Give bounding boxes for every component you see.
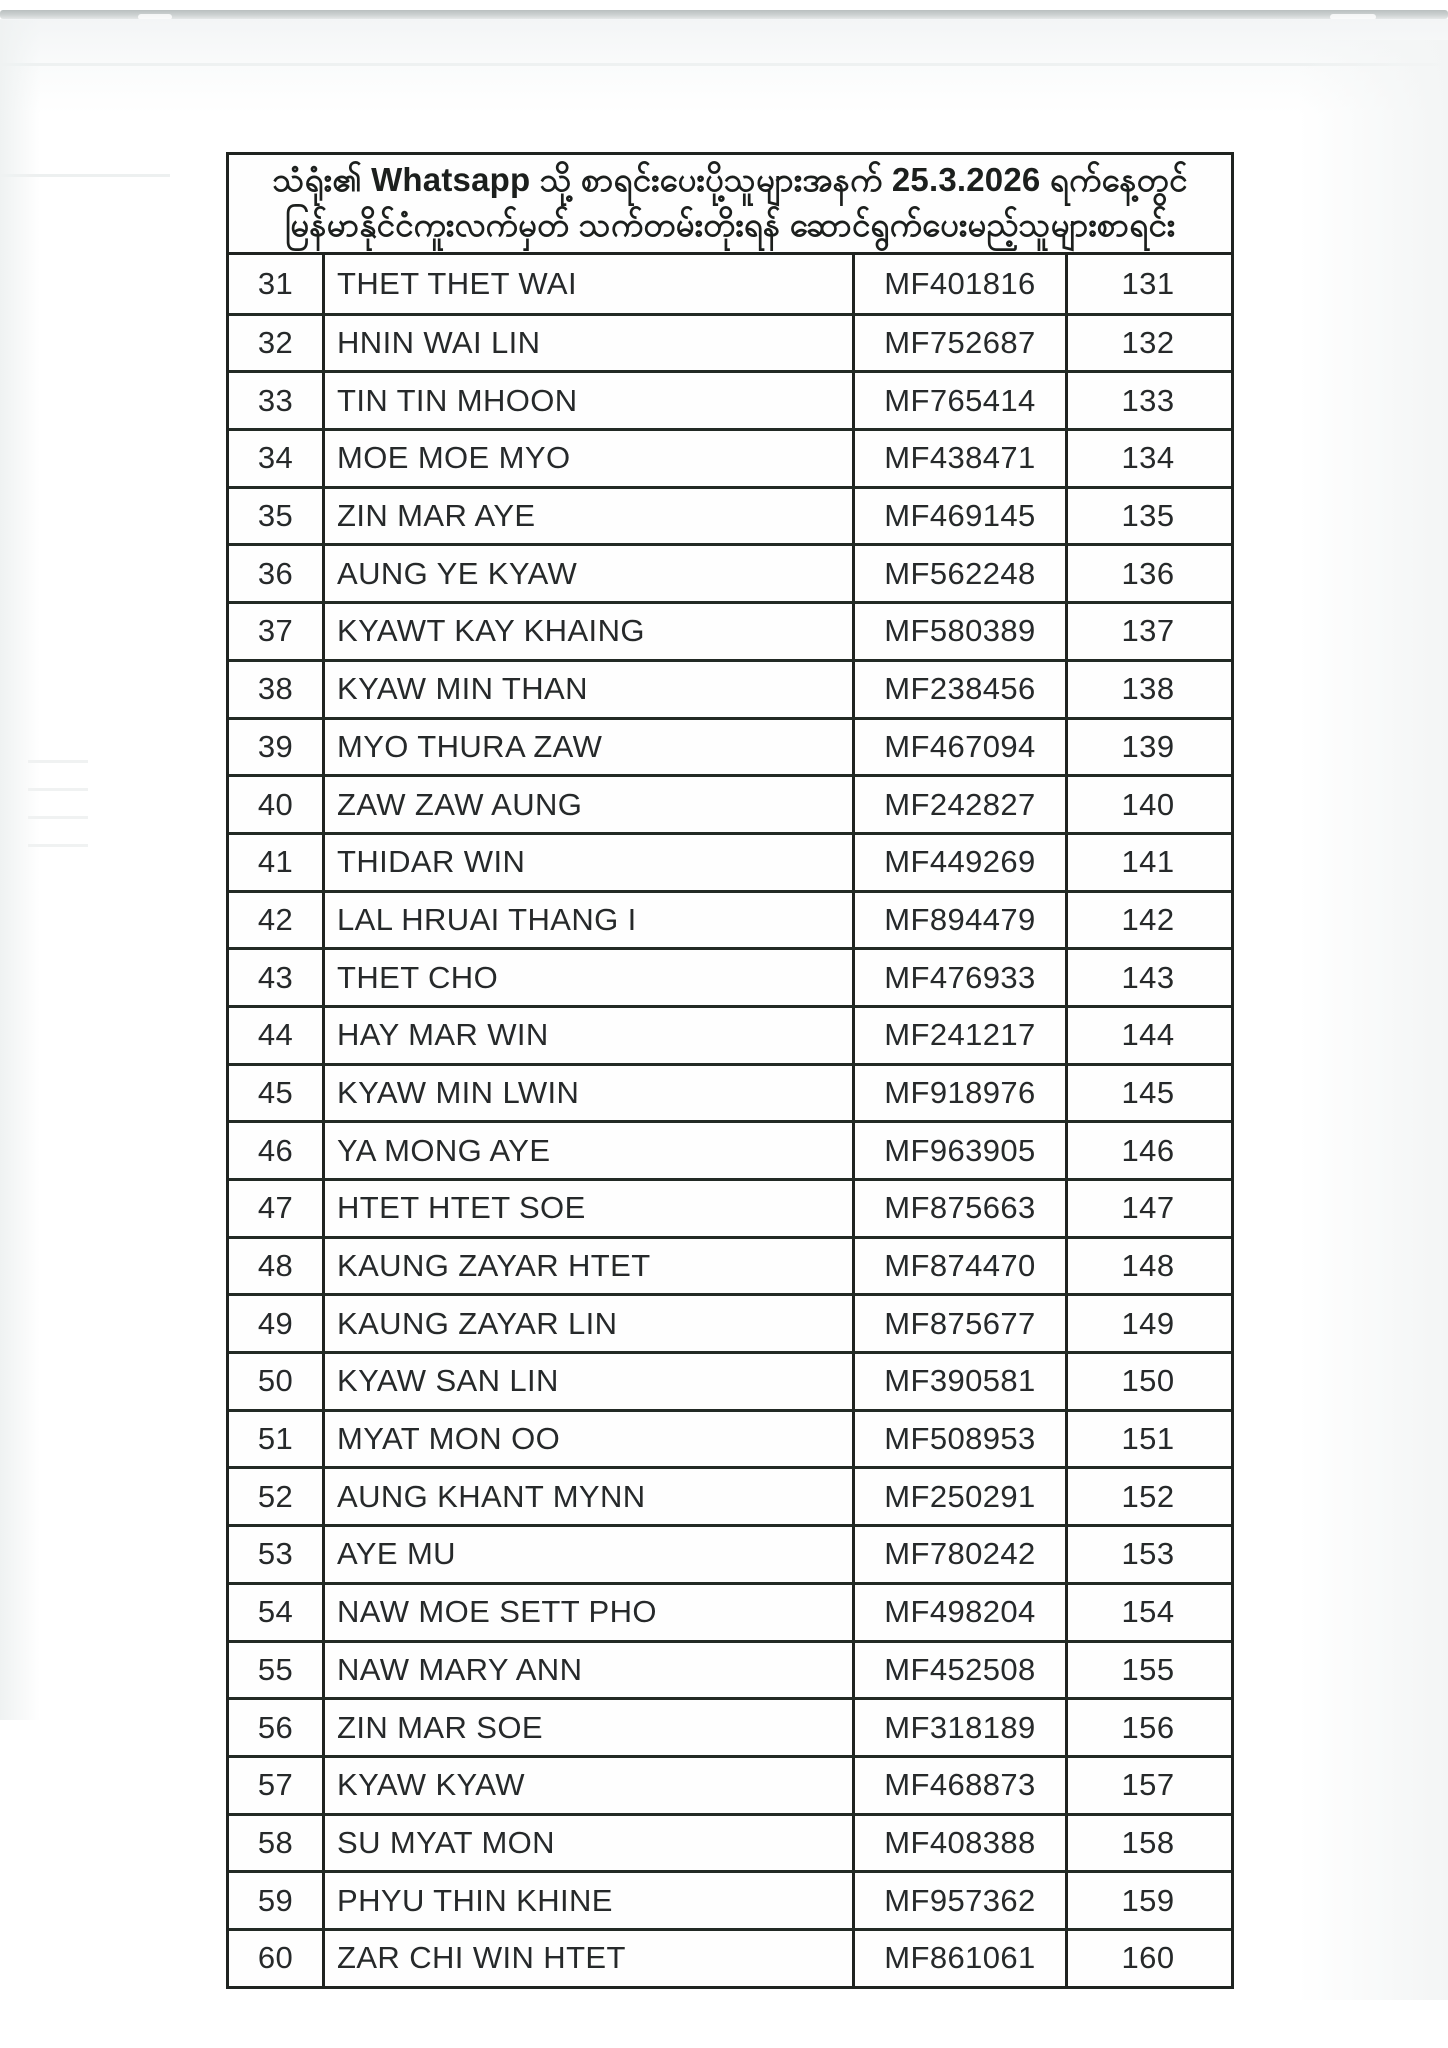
- sequence-number-cell: 145: [1121, 1074, 1175, 1110]
- name-cell: KYAWT KAY KHAING: [325, 604, 855, 659]
- row-number-cell: 55: [229, 1643, 325, 1698]
- row-number-cell: 45: [229, 1066, 325, 1121]
- row-number-cell: 34: [229, 431, 325, 486]
- sequence-number-cell: 133: [1121, 382, 1175, 418]
- name-cell: HAY MAR WIN: [325, 1008, 855, 1063]
- scan-artifact-smudge: [28, 760, 88, 850]
- sequence-number-cell: 152: [1121, 1478, 1175, 1514]
- table-row: [229, 370, 1231, 428]
- row-number-cell: 47: [229, 1181, 325, 1236]
- sequence-number-cell: 137: [1121, 613, 1175, 649]
- passport-number-cell: MF467094: [855, 720, 1068, 775]
- sequence-number-cell: 154: [1121, 1594, 1175, 1630]
- table-row: [229, 774, 1231, 832]
- row-number-cell: 38: [229, 662, 325, 717]
- row-number-cell: 39: [229, 720, 325, 775]
- passport-number-cell: MF468873: [855, 1758, 1068, 1813]
- row-number-cell: 52: [229, 1469, 325, 1524]
- row-number-cell: 50: [229, 1354, 325, 1409]
- sequence-number-cell: 141: [1121, 844, 1175, 880]
- table-row: [229, 659, 1231, 717]
- table-row: [229, 1524, 1231, 1582]
- name-cell: MYAT MON OO: [325, 1412, 855, 1467]
- passport-number-cell: MF242827: [855, 777, 1068, 832]
- name-cell: THIDAR WIN: [325, 835, 855, 890]
- row-number-cell: 42: [229, 893, 325, 948]
- name-cell: KAUNG ZAYAR HTET: [325, 1239, 855, 1294]
- table-row: [229, 1409, 1231, 1467]
- passport-number-cell: MF498204: [855, 1585, 1068, 1640]
- row-number-cell: 44: [229, 1008, 325, 1063]
- row-number-cell: 51: [229, 1412, 325, 1467]
- row-number-cell: 54: [229, 1585, 325, 1640]
- table-row: [229, 1928, 1231, 1986]
- row-number-cell: 40: [229, 777, 325, 832]
- sequence-number-cell: 135: [1121, 498, 1175, 534]
- table-title: [229, 155, 1231, 255]
- row-number-cell: 60: [229, 1931, 325, 1986]
- sequence-number-cell: 155: [1121, 1651, 1175, 1687]
- passport-number-cell: MF963905: [855, 1123, 1068, 1178]
- name-cell: HTET HTET SOE: [325, 1181, 855, 1236]
- row-number-cell: 31: [229, 255, 325, 313]
- passport-number-cell: MF401816: [855, 255, 1068, 313]
- table-row: [229, 1351, 1231, 1409]
- sequence-number-cell: 136: [1121, 555, 1175, 591]
- sequence-number-cell: 149: [1121, 1305, 1175, 1341]
- sequence-number-cell: 159: [1121, 1882, 1175, 1918]
- passport-number-cell: MF918976: [855, 1066, 1068, 1121]
- sequence-number-cell: 147: [1121, 1190, 1175, 1226]
- row-number-cell: 57: [229, 1758, 325, 1813]
- passport-number-cell: MF752687: [855, 316, 1068, 371]
- name-cell: AUNG KHANT MYNN: [325, 1469, 855, 1524]
- sequence-number-cell: 139: [1121, 728, 1175, 764]
- row-number-cell: 56: [229, 1700, 325, 1755]
- name-cell: KYAW MIN LWIN: [325, 1066, 855, 1121]
- name-cell: ZIN MAR SOE: [325, 1700, 855, 1755]
- passport-number-cell: MF861061: [855, 1931, 1068, 1986]
- passport-number-cell: MF452508: [855, 1643, 1068, 1698]
- row-number-cell: 43: [229, 950, 325, 1005]
- table-row: [229, 1120, 1231, 1178]
- passport-number-cell: MF874470: [855, 1239, 1068, 1294]
- passport-number-cell: MF562248: [855, 546, 1068, 601]
- table-row: [229, 1697, 1231, 1755]
- name-cell: MOE MOE MYO: [325, 431, 855, 486]
- table-row: [229, 486, 1231, 544]
- name-cell: TIN TIN MHOON: [325, 373, 855, 428]
- table-body: [229, 255, 1231, 1986]
- name-cell: PHYU THIN KHINE: [325, 1873, 855, 1928]
- sequence-number-cell: 150: [1121, 1363, 1175, 1399]
- scan-artifact-top-bar: [0, 10, 1448, 19]
- scan-artifact-line: [0, 63, 1448, 66]
- table-row: [229, 1005, 1231, 1063]
- passport-number-cell: MF875663: [855, 1181, 1068, 1236]
- table-row: [229, 1063, 1231, 1121]
- table-row: [229, 890, 1231, 948]
- passport-number-cell: MF241217: [855, 1008, 1068, 1063]
- row-number-cell: 49: [229, 1296, 325, 1351]
- passport-number-cell: MF390581: [855, 1354, 1068, 1409]
- passport-number-cell: MF508953: [855, 1412, 1068, 1467]
- passport-number-cell: MF476933: [855, 950, 1068, 1005]
- passport-number-cell: MF469145: [855, 489, 1068, 544]
- name-cell: LAL HRUAI THANG I: [325, 893, 855, 948]
- sequence-number-cell: 156: [1121, 1709, 1175, 1745]
- row-number-cell: 37: [229, 604, 325, 659]
- name-cell: ZAR CHI WIN HTET: [325, 1931, 855, 1986]
- passport-number-cell: MF780242: [855, 1527, 1068, 1582]
- name-cell: KYAW KYAW: [325, 1758, 855, 1813]
- passport-number-cell: MF318189: [855, 1700, 1068, 1755]
- scan-artifact-band: [1298, 40, 1448, 2000]
- sequence-number-cell: 160: [1121, 1940, 1175, 1976]
- passport-number-cell: MF449269: [855, 835, 1068, 890]
- row-number-cell: 48: [229, 1239, 325, 1294]
- passport-number-cell: MF238456: [855, 662, 1068, 717]
- row-number-cell: 36: [229, 546, 325, 601]
- sequence-number-cell: 158: [1121, 1824, 1175, 1860]
- name-cell: THET CHO: [325, 950, 855, 1005]
- sequence-number-cell: 134: [1121, 440, 1175, 476]
- name-cell: KYAW SAN LIN: [325, 1354, 855, 1409]
- table-row: [229, 1466, 1231, 1524]
- name-cell: YA MONG AYE: [325, 1123, 855, 1178]
- name-cell: KAUNG ZAYAR LIN: [325, 1296, 855, 1351]
- scan-artifact-streak: [0, 20, 40, 1720]
- sequence-number-cell: 148: [1121, 1248, 1175, 1284]
- name-cell: SU MYAT MON: [325, 1816, 855, 1871]
- row-number-cell: 41: [229, 835, 325, 890]
- name-cell: NAW MOE SETT PHO: [325, 1585, 855, 1640]
- name-cell: AUNG YE KYAW: [325, 546, 855, 601]
- row-number-cell: 46: [229, 1123, 325, 1178]
- name-cell: KYAW MIN THAN: [325, 662, 855, 717]
- table-row: [229, 543, 1231, 601]
- sequence-number-cell: 132: [1121, 325, 1175, 361]
- table-row: [229, 255, 1231, 313]
- passport-number-cell: MF894479: [855, 893, 1068, 948]
- table-row: [229, 601, 1231, 659]
- table-title-line-2: မြန်မာနိုင်ငံကူးလက်မှတ် သက်တမ်းတိုးရန် ဆောင်ရွက်ပေးမည့်သူများစာရင်း: [284, 206, 1176, 243]
- name-cell: MYO THURA ZAW: [325, 720, 855, 775]
- sequence-number-cell: 140: [1121, 786, 1175, 822]
- row-number-cell: 33: [229, 373, 325, 428]
- table-row: [229, 428, 1231, 486]
- name-cell: HNIN WAI LIN: [325, 316, 855, 371]
- name-cell: ZAW ZAW AUNG: [325, 777, 855, 832]
- row-number-cell: 53: [229, 1527, 325, 1582]
- sequence-number-cell: 143: [1121, 959, 1175, 995]
- passport-number-cell: MF438471: [855, 431, 1068, 486]
- sequence-number-cell: 138: [1121, 671, 1175, 707]
- name-cell: AYE MU: [325, 1527, 855, 1582]
- sequence-number-cell: 157: [1121, 1767, 1175, 1803]
- sequence-number-cell: 153: [1121, 1536, 1175, 1572]
- sequence-number-cell: 146: [1121, 1132, 1175, 1168]
- table-row: [229, 1293, 1231, 1351]
- passport-number-cell: MF250291: [855, 1469, 1068, 1524]
- passport-number-cell: MF957362: [855, 1873, 1068, 1928]
- passport-renewal-list-table: [226, 152, 1234, 1989]
- sequence-number-cell: 131: [1121, 265, 1175, 301]
- sequence-number-cell: 144: [1121, 1017, 1175, 1053]
- table-row: [229, 717, 1231, 775]
- table-row: [229, 1236, 1231, 1294]
- table-row: [229, 947, 1231, 1005]
- row-number-cell: 58: [229, 1816, 325, 1871]
- table-row: [229, 1640, 1231, 1698]
- row-number-cell: 32: [229, 316, 325, 371]
- table-row: [229, 832, 1231, 890]
- row-number-cell: 35: [229, 489, 325, 544]
- table-row: [229, 1582, 1231, 1640]
- row-number-cell: 59: [229, 1873, 325, 1928]
- table-row: [229, 1870, 1231, 1928]
- sequence-number-cell: 151: [1121, 1421, 1175, 1457]
- table-row: [229, 1755, 1231, 1813]
- passport-number-cell: MF765414: [855, 373, 1068, 428]
- passport-number-cell: MF408388: [855, 1816, 1068, 1871]
- name-cell: NAW MARY ANN: [325, 1643, 855, 1698]
- name-cell: THET THET WAI: [325, 255, 855, 313]
- passport-number-cell: MF875677: [855, 1296, 1068, 1351]
- table-row: [229, 1178, 1231, 1236]
- table-row: [229, 1813, 1231, 1871]
- sequence-number-cell: 142: [1121, 901, 1175, 937]
- passport-number-cell: MF580389: [855, 604, 1068, 659]
- name-cell: ZIN MAR AYE: [325, 489, 855, 544]
- table-title-line-1: သံရုံး၏ Whatsapp သို့ စာရင်းပေးပို့သူများအနက် 25.3.2026 ရက်နေ့တွင်: [272, 160, 1188, 198]
- scan-artifact-haze: [0, 19, 1448, 114]
- table-row: [229, 313, 1231, 371]
